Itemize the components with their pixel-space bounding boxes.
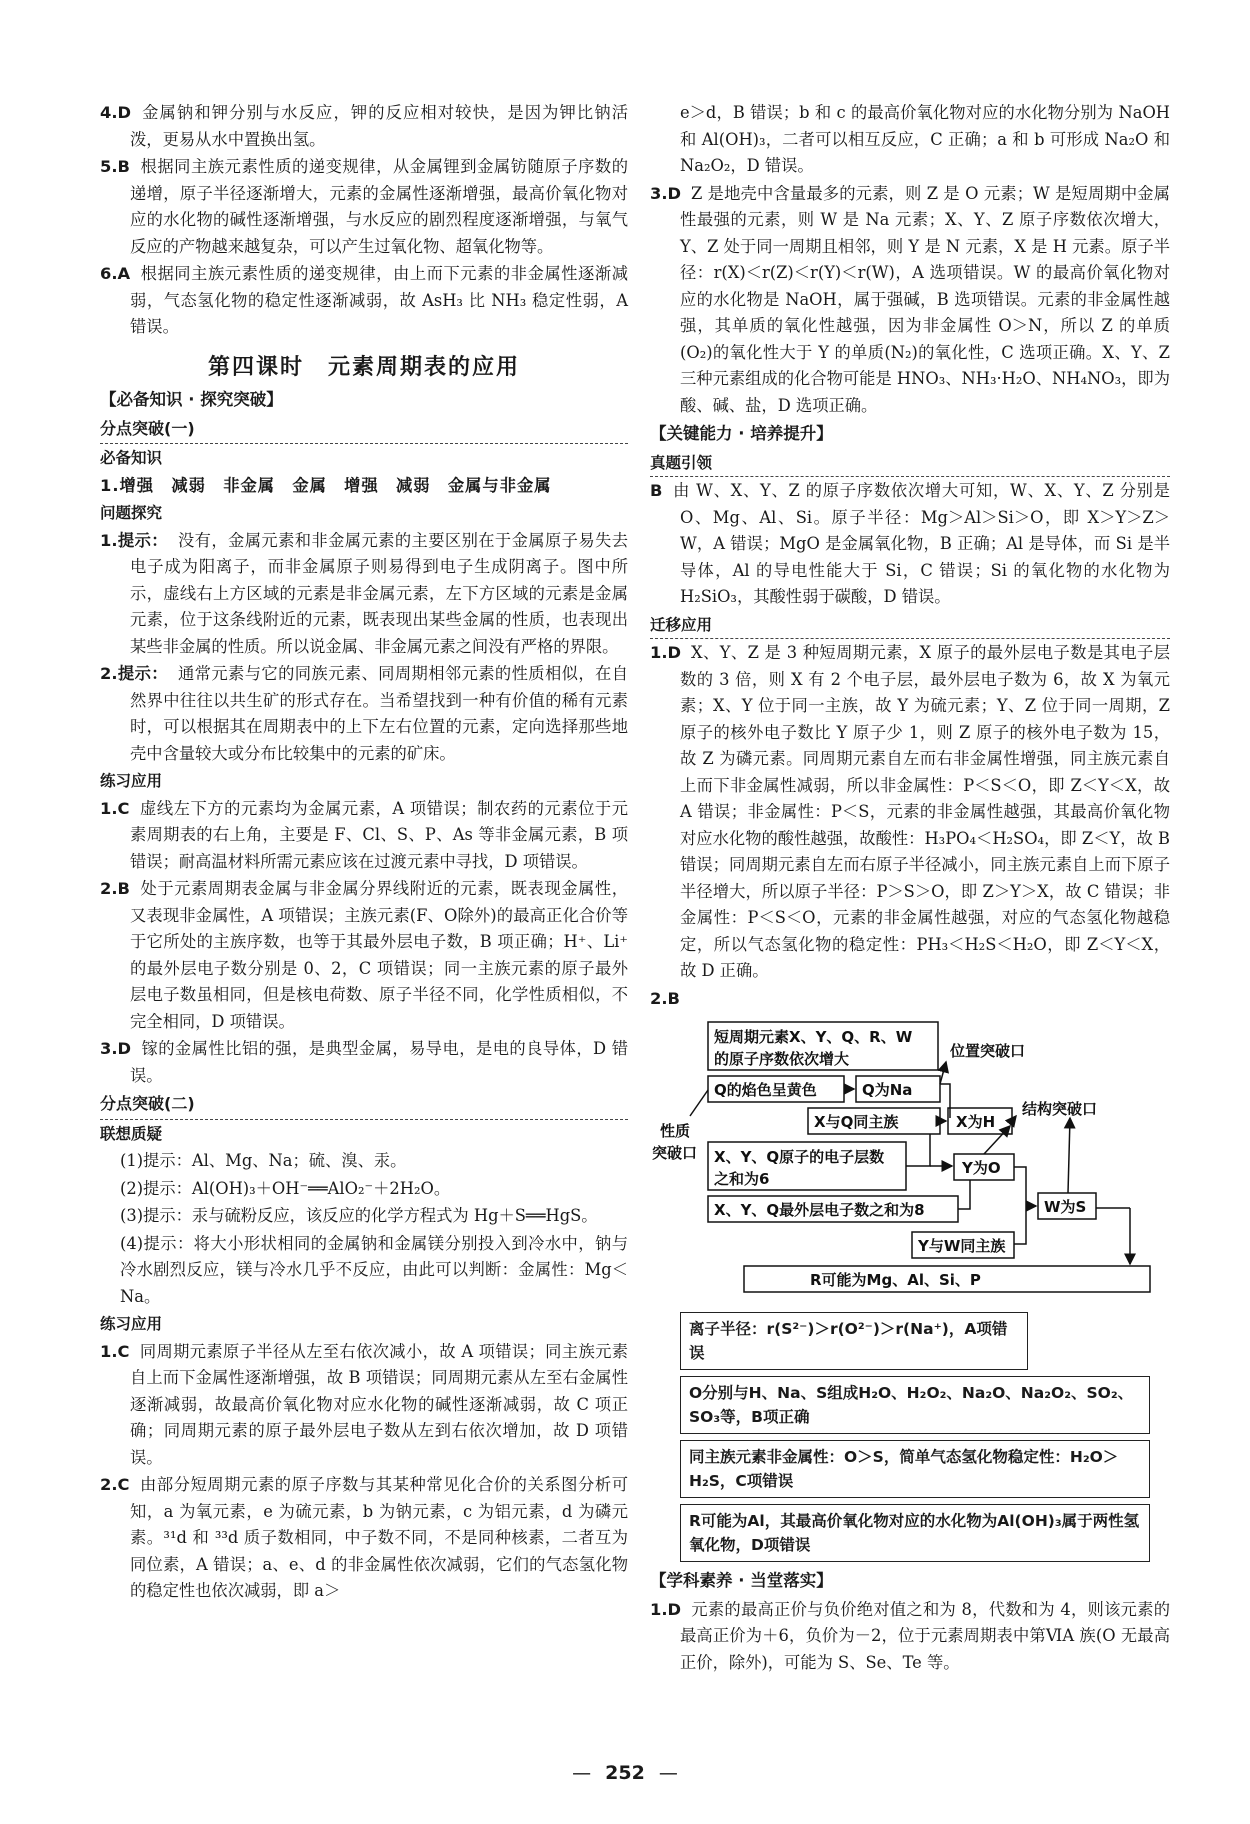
heading-required-knowledge: 必备知识 <box>100 449 163 467</box>
association-1: (1)提示：Al、Mg、Na；硫、溴、汞。 <box>120 1151 407 1170</box>
flow-text-elements-a: 短周期元素X、Y、Q、R、W <box>714 1028 913 1046</box>
heading-transfer: 迁移应用 <box>650 612 1170 640</box>
flow-text-x-q-group: X与Q同主族 <box>814 1113 899 1131</box>
answer-5: 5.B 根据同主族元素性质的递变规律，从金属锂到金属钫随原子序数的递增，原子半径逐渐增大，元素的金属性逐渐增强，最高价氧化物对应的水化物的碱性逐渐增强，与水反应的剧烈程度逐渐增强，与氧气反应的产物越来越复杂，可以产生过氧化物、超氧化物等。 <box>100 157 628 256</box>
flow-text-q-na: Q为Na <box>862 1081 913 1099</box>
section-heading-ability: 【关键能力 · 培养提升】 <box>650 424 833 443</box>
flow-text-outer-electrons: X、Y、Q最外层电子数之和为8 <box>714 1201 925 1219</box>
flow-text-r-options: R可能为Mg、Al、Si、P <box>810 1271 981 1289</box>
practice-1-1: 1.C 虚线左下方的元素均为金属元素，A 项错误；制农药的元素位于元素周期表的右上角，主要是 F、Cl、S、P、As 等非金属元素，B 项错误；耐高温材料所需元素应该在过渡元素中寻找，D 项错误。 <box>100 798 628 871</box>
lesson-title: 第四课时 元素周期表的应用 <box>207 354 520 380</box>
flow-diagram-svg <box>650 1018 1170 1298</box>
sub-heading-point-2: 分点突破(二) <box>100 1091 628 1120</box>
page-footer: — 252 — <box>572 1762 678 1784</box>
literacy-1: 1.D 元素的最高正价与负价绝对值之和为 8，代数和为 4，则该元素的最高正价为＋6，负价为－2，位于元素周期表中第ⅥA 族(O 无最高正价，除外)，可能为 S、Se、Te 等。 <box>650 1599 1170 1672</box>
practice-2-2: 2.C 由部分短周期元素的原子序数与其某种常见化合价的关系图分析可知，a 为氧元素，e 为硫元素，b 为钠元素，c 为铝元素，d 为磷元素。³¹d 和 ³³d 质子数相同，中子数不同，不是同种核素，二者互为同位素，A 错误；a、e、d 的非金属性依次减弱，它们的气态氢化物的稳定性也依次减弱，即 a＞ <box>100 1475 628 1600</box>
association-2: (2)提示：Al(OH)₃＋OH⁻══AlO₂⁻＋2H₂O。 <box>120 1178 451 1198</box>
section-heading-knowledge: 【必备知识 · 探究突破】 <box>100 390 283 409</box>
practice-2-1: 1.C 同周期元素原子半径从左至右依次减小，故 A 项错误；同主族元素自上而下金属性逐渐增强，故 B 项错误；同周期元素从左至右金属性逐渐减弱，故最高价氧化物对应水化物的碱性逐渐减弱，故 C 项正确；同周期元素的原子最外层电子数从左到右依次增加，故 D 项错误。 <box>100 1341 628 1467</box>
heading-practice-2: 练习应用 <box>100 1315 163 1333</box>
eval-box-a: 离子半径：r(S²⁻)＞r(O²⁻)＞r(Na⁺)，A项错误 <box>680 1312 1028 1370</box>
flow-label-property-2: 突破口 <box>652 1144 698 1162</box>
flow-label-property-1: 性质 <box>660 1122 691 1140</box>
flow-text-flame: Q的焰色呈黄色 <box>714 1081 817 1099</box>
eval-box-d: R可能为Al，其最高价氧化物对应的水化物为Al(OH)₃属于两性氢氧化物，D项错误 <box>680 1504 1150 1562</box>
flow-text-shells-b: 之和为6 <box>714 1170 770 1188</box>
right-column <box>650 100 1170 1677</box>
heading-real-exam: 真题引领 <box>650 450 1170 478</box>
heading-problem-inquiry: 问题探究 <box>100 504 163 522</box>
practice-1-2: 2.B 处于元素周期表金属与非金属分界线附近的元素，既表现金属性，又表现非金属性，A 项错误；主族元素(F、O除外)的最高正化合价等于它所处的主族序数，也等于其最外层电子数，B 项正确；H⁺、Li⁺ 的最外层电子数分别是 0、2，C 项错误；同一主族元素的原子最外层电子数虽相同，但是核电荷数、原子半径不同，化学性质相似，不完全相同，D 项错误。 <box>100 879 628 1031</box>
section-heading-literacy: 【学科素养 · 当堂落实】 <box>650 1571 833 1590</box>
flow-text-elements-b: 的原子序数依次增大 <box>714 1050 850 1068</box>
flow-text-w-s: W为S <box>1044 1198 1087 1216</box>
eval-box-c: 同主族元素非金属性：O＞S，简单气态氢化物稳定性：H₂O＞H₂S，C项错误 <box>680 1440 1150 1498</box>
answer-6: 6.A 根据同主族元素性质的递变规律，由上而下元素的非金属性逐渐减弱，气态氢化物的稳定性逐渐减弱，故 AsH₃ 比 NH₃ 稳定性弱，A 错误。 <box>100 264 628 336</box>
transfer-1: 1.D X、Y、Z 是 3 种短周期元素，X 原子的最外层电子数是其电子层数的 3 倍，则 X 有 2 个电子层，最外层电子数为 6，故 X 为氧元素；X、Y 位于同一主族，故 Y 为硫元素；Y、Z 位于同一周期，Z 原子的核外电子数比 Y 原子少 1，则 Z 原子的核外电子数为 15，故 Z 为磷元素。同周期元素自左而右非金属性增强，同主族元素自上而下非金属性减弱，所以非金属性：P＜S＜O，即 Z＜Y＜X，故 A 错误；非金属性：P＜S，元素的非金属性越强，其最高价氧化物对应水化物的酸性越强，故酸性：H₃PO₄＜H₂SO₄，即 Z＜Y，故 B 错误；同周期元素自左而右原子半径减小，同主族元素自上而下原子半径增大，所以原子半径：P＞S＞O，即 Z＞Y＞X，故 C 错误；非金属性：P＜S＜O，元素的非金属性越强，对应的气态氢化物越稳定，所以气态氢化物的稳定性：PH₃＜H₂S＜H₂O，即 Z＜Y＜X，故 D 正确。 <box>650 643 1170 980</box>
fill-blank-answers: 1.增强 减弱 非金属 金属 增强 减弱 金属与非金属 <box>100 475 552 495</box>
evaluation-boxes <box>680 1312 1150 1562</box>
flow-text-y-w-group: Y与W同主族 <box>918 1237 1006 1255</box>
continuation-text: e＞d，B 错误；b 和 c 的最高价氧化物对应的水化物分别为 NaOH 和 Al(OH)₃，二者可以相互反应，C 正确；a 和 b 可形成 Na₂O 和 Na₂O₂，D 错误。 <box>680 103 1170 175</box>
transfer-2: 2.B <box>650 988 680 1008</box>
answer-4: 4.D 金属钠和钾分别与水反应，钾的反应相对较快，是因为钾比钠活泼，更易从水中置换出氢。 <box>100 103 628 149</box>
eval-box-b: O分别与H、Na、S组成H₂O、H₂O₂、Na₂O、Na₂O₂、SO₂、SO₃等，B项正确 <box>680 1376 1150 1434</box>
heading-practice-1: 练习应用 <box>100 772 163 790</box>
real-exam-answer: B 由 W、X、Y、Z 的原子序数依次增大可知，W、X、Y、Z 分别是 O、Mg、Al、Si。原子半径：Mg＞Al＞Si＞O，即 X＞Y＞Z＞W，A 错误；MgO 是金属氧化物，B 正确；Al 是导体，而 Si 是半导体，Al 的导电性能大于 Si，C 错误；Si 的氧化物的水化物为 H₂SiO₃，其酸性弱于碳酸，D 错误。 <box>650 481 1170 606</box>
heading-association: 联想质疑 <box>100 1124 163 1143</box>
flow-diagram <box>650 1018 1170 1562</box>
flow-label-position: 位置突破口 <box>950 1042 1026 1060</box>
inquiry-2: 2.提示： 通常元素与它的同族元素、同周期相邻元素的性质相似，在自然界中往往以共生矿的形式存在。当希望找到一种有价值的稀有元素时，可以根据其在周期表中的上下左右位置的元素，定向选择那些地壳中含量较大或分布比较集中的元素的矿床。 <box>100 664 628 763</box>
flow-label-structure: 结构突破口 <box>1022 1100 1098 1118</box>
flow-text-shells-a: X、Y、Q原子的电子层数 <box>714 1148 885 1166</box>
flow-text-x-h: X为H <box>956 1113 996 1131</box>
page-number: 252 <box>605 1762 645 1784</box>
inquiry-1: 1.提示： 没有，金属元素和非金属元素的主要区别在于金属原子易失去电子成为阳离子，而非金属原子则易得到电子生成阴离子。图中所示，虚线右上方区域的元素是非金属元素，左下方区域的元素是金属元素，位于这条线附近的元素，既表现出某些金属的性质，也表现出某些非金属的性质。所以说金属、非金属元素之间没有严格的界限。 <box>100 530 628 656</box>
flow-text-y-o: Y为O <box>962 1159 1001 1177</box>
answer-3d: 3.D Z 是地壳中含量最多的元素，则 Z 是 O 元素；W 是短周期中金属性最强的元素，则 W 是 Na 元素；X、Y、Z 原子序数依次增大，Y、Z 处于同一周期且相邻，则 Y 是 N 元素，X 是 H 元素。原子半径：r(X)＜r(Z)＜r(Y)＜r(W)，A 选项错误。W 的最高价氧化物对应的水化物是 NaOH，属于强碱，B 选项错误。元素的非金属性越强，其单质的氧化性越强，因为非金属性 O＞N，所以 Z 的单质(O₂)的氧化性大于 Y 的单质(N₂)的氧化性，C 选项正确。X、Y、Z 三种元素组成的化合物可能是 HNO₃、NH₃·H₂O、NH₄NO₃，即为酸、碱、盐，D 选项正确。 <box>650 183 1170 415</box>
sub-heading-point-1: 分点突破(一) <box>100 416 628 445</box>
association-3: (3)提示：汞与硫粉反应，该反应的化学方程式为 Hg＋S══HgS。 <box>120 1206 598 1225</box>
practice-1-3: 3.D 镓的金属性比铝的强，是典型金属，易导电，是电的良导体，D 错误。 <box>100 1039 628 1085</box>
association-4: (4)提示：将大小形状相同的金属钠和金属镁分别投入到冷水中，钠与冷水剧烈反应，镁与冷水几乎不反应，由此可以判断：金属性：Mg＜Na。 <box>120 1233 628 1306</box>
left-column <box>100 100 628 1606</box>
